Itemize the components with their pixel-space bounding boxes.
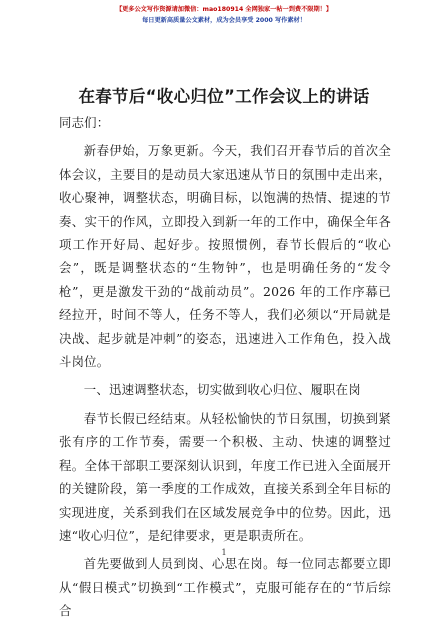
page-number: 1 xyxy=(221,548,227,557)
paragraph-section-1-point-1: 首先要做到人员到岗、心思在岗。每一位同志都要立即从“假日模式”切换到“工作模式”，克服可能存在的“节后综合 xyxy=(59,556,391,619)
paragraph-section-1: 春节长假已经结束。从轻松愉快的节日氛围，切换到紧张有序的工作节奏，需要一个积极、主动、快速的调整过程。全体干部职工要深刻认识到，年度工作已进入全面展开的关键阶段，第一季度的工作成效，直接关系到全年目标的实现进度，关系到我们在区域发展竞争中的位势。因此，迅速“收心归位”，是纪律要求，更是职责所在。 xyxy=(59,410,391,543)
promo-banner-line1: 【更多公文写作资源请加微信：mao180914 全网独家一帖一到费不限期！】 xyxy=(115,6,333,13)
document-title: 在春节后“收心归位”工作会议上的讲话 xyxy=(78,87,370,106)
promo-banner-line2: 每日更新高质量公文素材，成为会员享受 2000 写作素材！ xyxy=(142,17,306,24)
greeting: 同志们： xyxy=(59,115,110,130)
promo-banner xyxy=(0,4,448,26)
section-heading-1: 一、迅速调整状态，切实做到收心归位、履职在岗 xyxy=(83,382,361,398)
document-body xyxy=(59,111,391,623)
paragraph-intro: 新春伊始，万象更新。今天，我们召开春节后的首次全体会议，主要目的是动员大家迅速从节日的氛围中走出来，收心聚神，调整状态，明确目标，以饱满的热情、提速的节奏、实干的作风，立即投入到新一年的工作中，确保全年各项工作开好局、起好步。按照惯例，春节长假后的“收心会”，既是调整状态的“生物钟”，也是明确任务的“发令枪”，更是激发干劲的“战前动员”。2026 年的工作序幕已经拉开，时间不等人，任务不等人，我们必须以“开局就是决战、起步就是冲刺”的姿态，迅速进入工作角色，投入战斗岗位。 xyxy=(59,143,391,370)
